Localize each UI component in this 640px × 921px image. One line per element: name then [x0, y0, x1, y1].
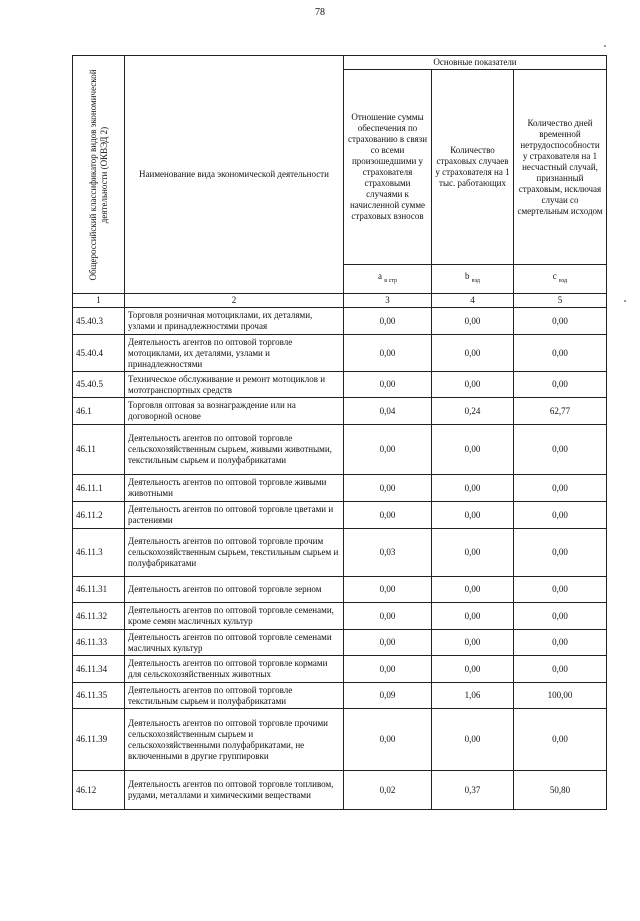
activity-name: Деятельность агентов по оптовой торговле сельскохозяйственным сырьем, живыми животными, текстильным сырьем и полуфабрикатами [125, 425, 344, 475]
ratio-value: 0,00 [344, 603, 432, 630]
ratio-value: 0,00 [344, 709, 432, 771]
disability-days-value: 0,00 [514, 372, 607, 398]
table-row [73, 771, 607, 810]
ratio-value: 0,03 [344, 529, 432, 577]
ratio-value: 0,00 [344, 425, 432, 475]
okved-code: 46.11.33 [73, 630, 125, 656]
disability-days-value: 0,00 [514, 656, 607, 683]
disability-days-value: 62,77 [514, 398, 607, 425]
ratio-value: 0,09 [344, 683, 432, 709]
okved-code: 46.11.2 [73, 502, 125, 529]
disability-days-value: 50,80 [514, 771, 607, 810]
table-row [73, 529, 607, 577]
ratio-value: 0,00 [344, 502, 432, 529]
okved-code: 45.40.4 [73, 335, 125, 372]
cases-per-thousand-value: 0,00 [432, 709, 514, 771]
okved-code: 46.11 [73, 425, 125, 475]
disability-days-value: 0,00 [514, 709, 607, 771]
activity-name: Деятельность агентов по оптовой торговле кормами для сельскохозяйственных животных [125, 656, 344, 683]
disability-days-value: 0,00 [514, 502, 607, 529]
cases-per-thousand-value: 1,06 [432, 683, 514, 709]
activity-name: Деятельность агентов по оптовой торговле зерном [125, 577, 344, 603]
disability-days-value: 0,00 [514, 529, 607, 577]
col-b-header: Количество страховых случаев у страхователя на 1 тыс. работающих [432, 70, 514, 265]
col-b-letter: b [465, 271, 470, 282]
activity-name: Деятельность агентов по оптовой торговле семенами масличных культур [125, 630, 344, 656]
activity-name: Деятельность агентов по оптовой торговле живыми животными [125, 475, 344, 502]
okved-code: 46.11.32 [73, 603, 125, 630]
disability-days-value: 0,00 [514, 475, 607, 502]
activity-name: Деятельность агентов по оптовой торговле прочими сельскохозяйственным сырьем и сельскохозяйственными полуфабрикатами, не включенными в другие группировки [125, 709, 344, 771]
activity-name-header: Наименование вида экономической деятельности [125, 56, 344, 294]
table-row [73, 475, 607, 502]
col-number-1: 1 [73, 294, 125, 308]
table-row [73, 577, 607, 603]
okved-code: 45.40.5 [73, 372, 125, 398]
ratio-value: 0,00 [344, 630, 432, 656]
ratio-value: 0,00 [344, 577, 432, 603]
col-number-3: 3 [344, 294, 432, 308]
activity-name: Торговля оптовая за вознаграждение или на договорной основе [125, 398, 344, 425]
activity-name: Деятельность агентов по оптовой торговле текстильным сырьем и полуфабрикатами [125, 683, 344, 709]
table-row [73, 502, 607, 529]
page-number: 78 [315, 7, 325, 18]
okved-code: 46.11.39 [73, 709, 125, 771]
ratio-value: 0,00 [344, 308, 432, 335]
cases-per-thousand-value: 0,00 [432, 630, 514, 656]
activity-name: Деятельность агентов по оптовой торговле прочим сельскохозяйственным сырьем, текстильным сырьем и полуфабрикатами [125, 529, 344, 577]
table-row [73, 683, 607, 709]
disability-days-value: 0,00 [514, 603, 607, 630]
scan-speck [624, 300, 626, 302]
ratio-value: 0,04 [344, 398, 432, 425]
col-b-symbol [432, 265, 514, 294]
table-row [73, 398, 607, 425]
table-row [73, 656, 607, 683]
col-c-symbol [514, 265, 607, 294]
col-a-letter: a [378, 271, 383, 282]
ratio-value: 0,00 [344, 372, 432, 398]
disability-days-value: 0,00 [514, 335, 607, 372]
cases-per-thousand-value: 0,00 [432, 529, 514, 577]
okved-code: 46.11.31 [73, 577, 125, 603]
disability-days-value: 100,00 [514, 683, 607, 709]
okved-header-cell [73, 56, 125, 294]
table-row [73, 709, 607, 771]
ratio-value: 0,02 [344, 771, 432, 810]
table-row [73, 603, 607, 630]
cases-per-thousand-value: 0,00 [432, 308, 514, 335]
activity-name: Деятельность агентов по оптовой торговле цветами и растениями [125, 502, 344, 529]
cases-per-thousand-value: 0,37 [432, 771, 514, 810]
cases-per-thousand-value: 0,00 [432, 603, 514, 630]
cases-per-thousand-value: 0,00 [432, 335, 514, 372]
table-row [73, 308, 607, 335]
column-number-row [73, 294, 607, 308]
okved-code: 46.1 [73, 398, 125, 425]
cases-per-thousand-value: 0,00 [432, 577, 514, 603]
ratio-value: 0,00 [344, 335, 432, 372]
cases-per-thousand-value: 0,24 [432, 398, 514, 425]
col-b-subscript: вэд [471, 277, 480, 284]
ratio-value: 0,00 [344, 656, 432, 683]
activity-name: Техническое обслуживание и ремонт мотоциклов и мототранспортных средств [125, 372, 344, 398]
col-number-4: 4 [432, 294, 514, 308]
table-row [73, 372, 607, 398]
cases-per-thousand-value: 0,00 [432, 656, 514, 683]
col-number-5: 5 [514, 294, 607, 308]
ratio-value: 0,00 [344, 475, 432, 502]
okved-code: 46.11.35 [73, 683, 125, 709]
col-c-header: Количество дней временной нетрудоспособности у страхователя на 1 несчастный случай, признанный страховым, исключая случаи со смертельным исходом [514, 70, 607, 265]
cases-per-thousand-value: 0,00 [432, 502, 514, 529]
table-row [73, 335, 607, 372]
scan-speck [604, 45, 606, 47]
cases-per-thousand-value: 0,00 [432, 372, 514, 398]
okved-header-label: Общероссийский классификатор видов экономической деятельности (ОКВЭД 2) [87, 68, 109, 281]
col-a-symbol [344, 265, 432, 294]
main-indicators-header: Основные показатели [344, 56, 607, 70]
col-c-subscript: вэд [559, 277, 568, 284]
col-a-header: Отношение суммы обеспечения по страхованию в связи со всеми произошедшими у страхователя страховыми случаями к начисленной сумме страховых взносов [344, 70, 432, 265]
activity-name: Деятельность агентов по оптовой торговле топливом, рудами, металлами и химическими веществами [125, 771, 344, 810]
okved-code: 46.11.34 [73, 656, 125, 683]
table-row [73, 630, 607, 656]
activity-name: Деятельность агентов по оптовой торговле семенами, кроме семян масличных культур [125, 603, 344, 630]
disability-days-value: 0,00 [514, 630, 607, 656]
activity-name: Торговля розничная мотоциклами, их деталями, узлами и принадлежностями прочая [125, 308, 344, 335]
disability-days-value: 0,00 [514, 425, 607, 475]
cases-per-thousand-value: 0,00 [432, 425, 514, 475]
col-number-2: 2 [125, 294, 344, 308]
okved-code: 45.40.3 [73, 308, 125, 335]
disability-days-value: 0,00 [514, 308, 607, 335]
okved-code: 46.11.3 [73, 529, 125, 577]
disability-days-value: 0,00 [514, 577, 607, 603]
okved-code: 46.12 [73, 771, 125, 810]
indicators-table [72, 55, 607, 810]
table-row [73, 425, 607, 475]
col-a-subscript: в стр [384, 277, 397, 284]
col-c-letter: c [552, 271, 557, 282]
activity-name: Деятельность агентов по оптовой торговле мотоциклами, их деталями, узлами и принадлежностями [125, 335, 344, 372]
okved-code: 46.11.1 [73, 475, 125, 502]
cases-per-thousand-value: 0,00 [432, 475, 514, 502]
